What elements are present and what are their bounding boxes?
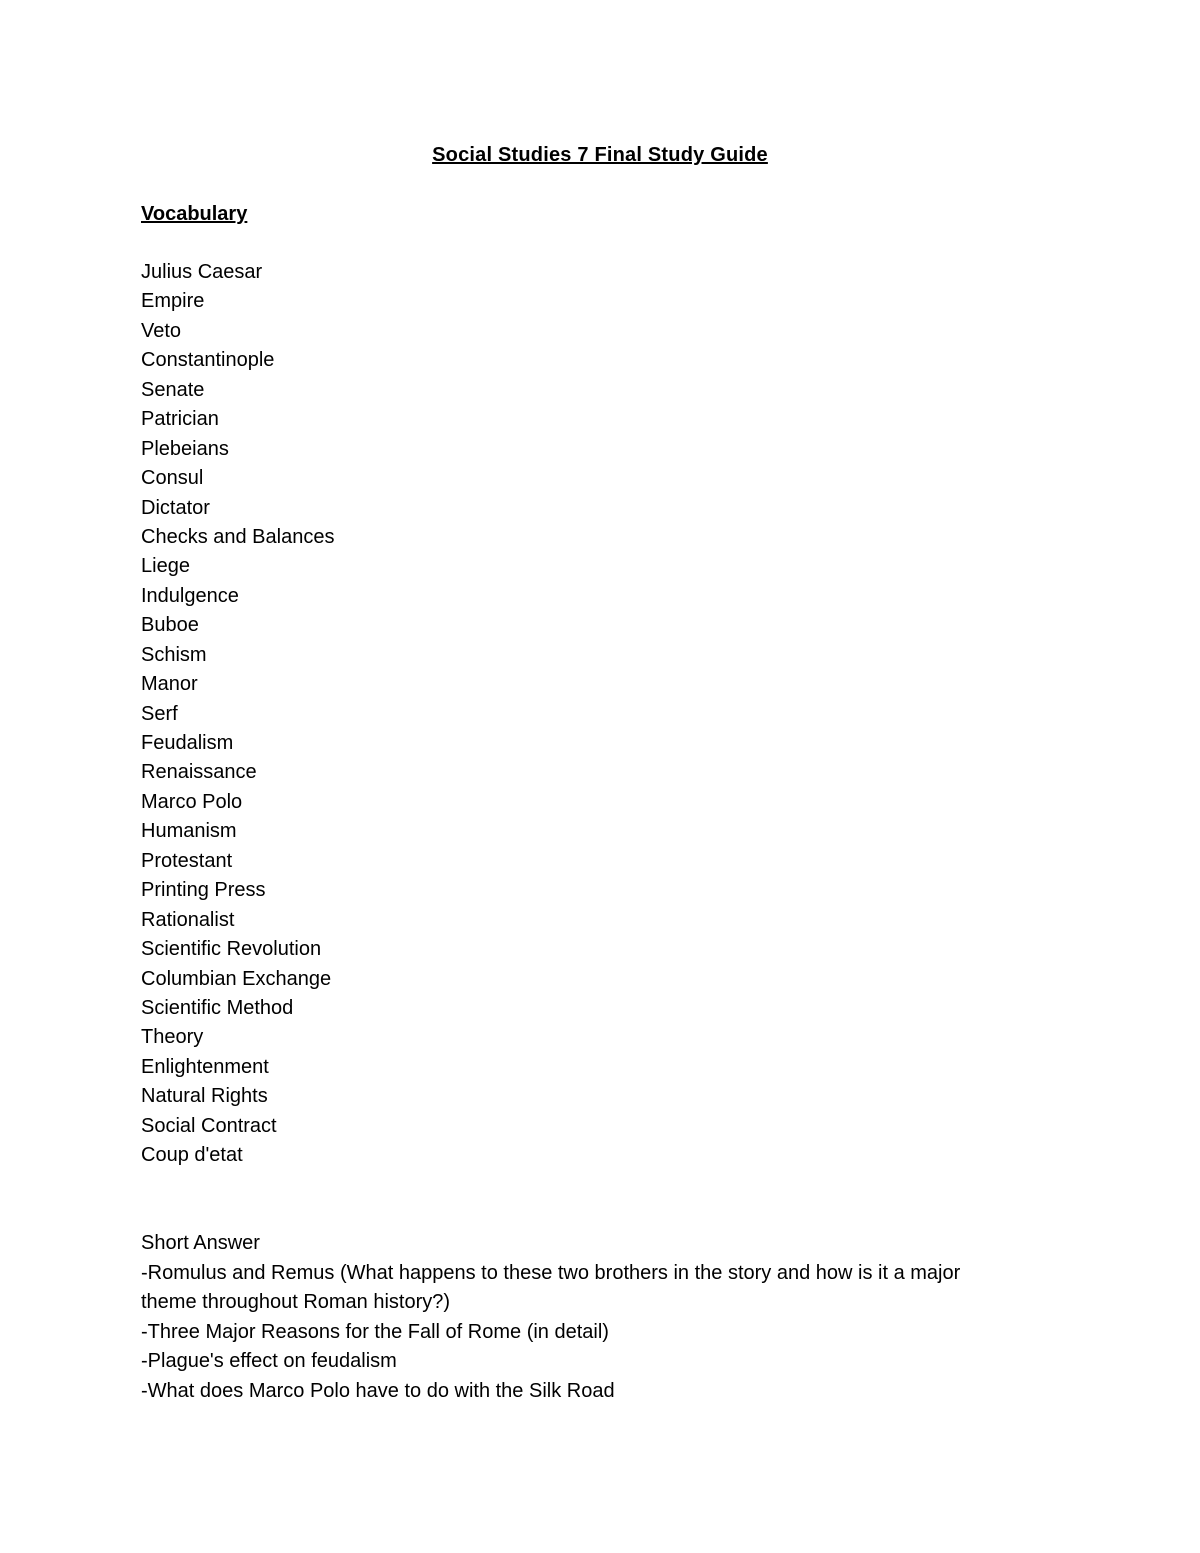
short-answer-question: -Romulus and Remus (What happens to these two brothers in the story and how is it a major bbox=[141, 1261, 961, 1284]
vocabulary-term: Marco Polo bbox=[141, 790, 243, 813]
vocabulary-term: Printing Press bbox=[141, 879, 266, 902]
vocabulary-term: Indulgence bbox=[141, 584, 239, 607]
vocabulary-term: Enlightenment bbox=[141, 1055, 269, 1078]
vocabulary-term: Feudalism bbox=[141, 732, 234, 754]
vocabulary-term: Empire bbox=[141, 290, 205, 313]
vocabulary-term: Patrician bbox=[141, 408, 219, 431]
vocabulary-term: Protestant bbox=[141, 849, 233, 872]
vocabulary-term: Senate bbox=[141, 378, 205, 401]
vocabulary-term: Manor bbox=[141, 673, 198, 696]
vocabulary-term: Coup d'etat bbox=[141, 1144, 243, 1167]
vocabulary-term: Dictator bbox=[141, 496, 210, 519]
document-title: Social Studies 7 Final Study Guide bbox=[432, 144, 768, 166]
vocabulary-heading: Vocabulary bbox=[141, 203, 248, 225]
vocabulary-term: Constantinople bbox=[141, 349, 275, 372]
vocabulary-term: Renaissance bbox=[141, 761, 257, 784]
vocabulary-term: Checks and Balances bbox=[141, 525, 335, 548]
vocabulary-term: Liege bbox=[141, 555, 190, 578]
vocabulary-term: Buboe bbox=[141, 614, 199, 637]
vocabulary-term: Humanism bbox=[141, 820, 237, 843]
vocabulary-term: Theory bbox=[141, 1026, 204, 1049]
vocabulary-term: Veto bbox=[141, 319, 182, 342]
vocabulary-term: Plebeians bbox=[141, 437, 229, 460]
vocabulary-term: Columbian Exchange bbox=[141, 967, 332, 990]
short-answer-question: -What does Marco Polo have to do with the Silk Road bbox=[141, 1379, 615, 1402]
vocabulary-term: Scientific Revolution bbox=[141, 938, 322, 961]
vocabulary-term: Natural Rights bbox=[141, 1085, 268, 1108]
vocabulary-term: Social Contract bbox=[141, 1114, 277, 1137]
short-answer-question: -Plague's effect on feudalism bbox=[141, 1350, 397, 1372]
vocabulary-list bbox=[141, 258, 334, 1171]
short-answer-section bbox=[141, 1229, 1041, 1406]
vocabulary-term: Schism bbox=[141, 643, 207, 666]
short-answer-question: theme throughout Roman history?) bbox=[141, 1291, 451, 1313]
vocabulary-term: Julius Caesar bbox=[141, 261, 263, 283]
vocabulary-term: Scientific Method bbox=[141, 996, 294, 1019]
vocabulary-term: Serf bbox=[141, 702, 178, 725]
short-answer-question: -Three Major Reasons for the Fall of Rome (in detail) bbox=[141, 1320, 609, 1343]
vocabulary-term: Consul bbox=[141, 467, 204, 490]
short-answer-heading: Short Answer bbox=[141, 1232, 260, 1254]
vocabulary-term: Rationalist bbox=[141, 908, 235, 931]
